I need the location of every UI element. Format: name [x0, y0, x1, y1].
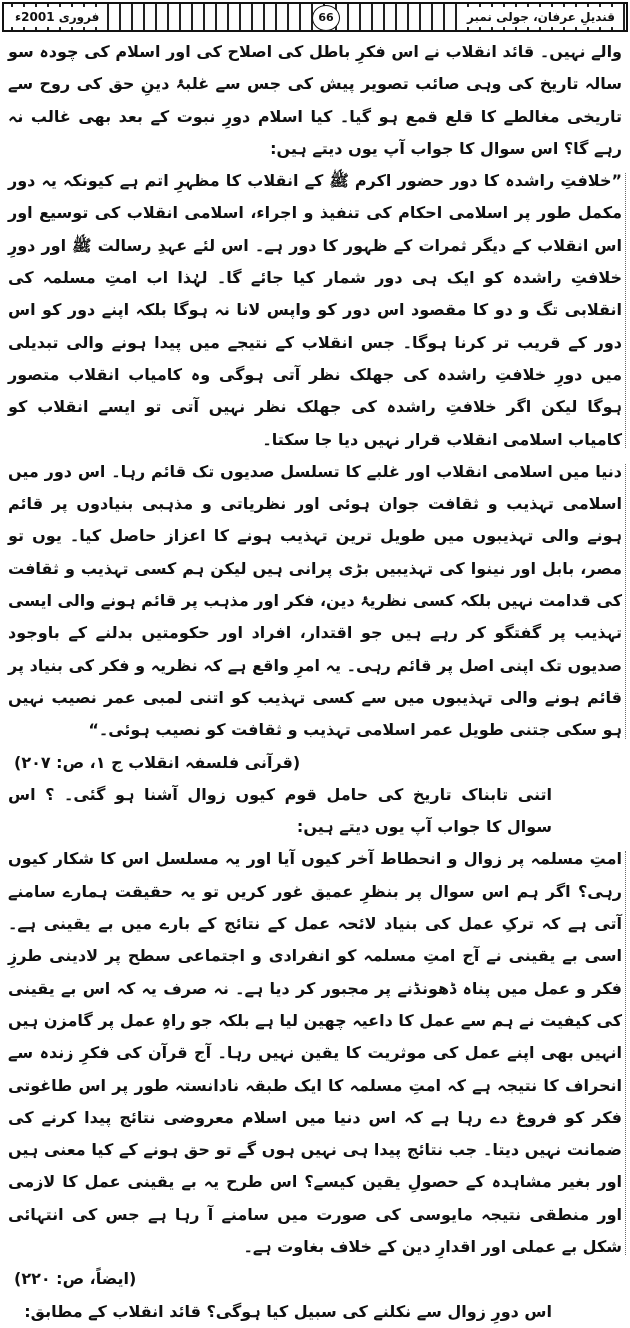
quote-khilafat: ”خلافتِ راشدہ کا دور حضور اکرم ﷺ کے انقلاب کا مظہرِ اتم ہے کیونکہ یہ دور مکمل طور پر اسلامی احکام کی تنفیذ و اجراء، اسلامی انقلاب کی توسیع اور اس انقلاب کے دیگر ثمرات کے ظہور کا دور ہے۔ اس لئے عہدِ رسالت ﷺ اور دورِ خلافتِ راشدہ کو ایک ہی دور شمار کیا جائے گا۔ لہٰذا اب امتِ مسلمہ کی انقلابی تگ و دو کا مقصود اس دور کو واپس لانا نہ ہوگا بلکہ اپنے دور کو اس دور کے قریب تر کرنا ہوگا۔ جس انقلاب کے نتیجے میں پیدا ہونے والی تبدیلی میں دورِ خلافتِ راشدہ کی جھلک نظر آتی ہوگی وہ کامیاب انقلاب متصور ہوگا لیکن اگر خلافتِ راشدہ کی جھلک نظر نہیں آتی تو ایسے انقلاب کو کامیاب اسلامی انقلاب قرار نہیں دیا جا سکتا۔ — [8, 165, 622, 456]
page-number-badge: 66 — [312, 5, 340, 31]
magazine-title: قندیلِ عرفان، جولی نمبر — [461, 7, 621, 27]
citation-reference: (قرآنی فلسفہ انقلاب ج ۱، ص: ۲۰۷) — [14, 752, 301, 772]
quote-civilization: دنیا میں اسلامی انقلاب اور غلبے کا تسلسل صدیوں تک قائم رہا۔ اس دور میں اسلامی تہذیب و ثقافت جوان ہوئی اور نظریاتی و مذہبی بنیادوں پر قائم ہونے والی تہذیبوں میں طویل ترین تہذیب ہونے کا اعزاز حاصل کیا۔ یوں تو مصر، بابل اور نینوا کی تہذیبیں بڑی پرانی ہیں لیکن ہم کسی تہذیب و ثقافت کی قدامت نہیں بلکہ کسی نظریۂ دین، فکر اور مذہب پر قائم ہونے والی ایسی تہذیب پر گفتگو کر رہے ہیں جو اقتدار، افراد اور حکومتیں بدلنے کے باوجود صدیوں تک اپنی اصل پر قائم رہی۔ یہ امرِ واقع ہے کہ نظریہ و فکر کی بنیاد پر قائم ہونے والی تہذیبوں میں سے کسی تہذیب کو اتنی لمبی عمر نصیب نہیں ہو سکی جتنی طویل عمر اسلامی تہذیب و ثقافت کو نصیب ہوئی۔“ — [8, 456, 622, 747]
page-header — [2, 2, 628, 32]
article-body — [8, 36, 622, 1328]
question-paragraph: اتنی تابناک تاریخ کی حامل قوم کیوں زوال آشنا ہو گئی۔ ؟ اس سوال کا جواب آپ یوں دیتے ہیں: — [8, 784, 552, 837]
citation-reference-ibid: (ایضاً، ص: ۲۲۰) — [14, 1269, 137, 1289]
intro-paragraph: والے نہیں۔ قائد انقلاب نے اس فکرِ باطل کی اصلاح کی اور اسلام کی چودہ سو سالہ تاریخ کی وہی صائب تصویر پیش کی جس سے غلبۂ دینِ حق کی روح سے تاریخی مغالطے کا قلع قمع ہو گیا۔ کیا اسلام دورِ نبوت کے بعد بھی غالب نہ رہے گا؟ اس سوال کا جواب آپ یوں دیتے ہیں: — [8, 42, 622, 158]
quote-decline: امتِ مسلمہ پر زوال و انحطاط آخر کیوں آیا اور یہ مسلسل اس کا شکار کیوں رہی؟ اگر ہم اس سوال پر بنظرِ عمیق غور کریں تو یہ حقیقت ہمارے سامنے آتی ہے کہ ترکِ عمل کی بنیاد لائحہ عمل کے نتائج کے بارے میں بے یقینی ہے۔ اسی بے یقینی نے آج امتِ مسلمہ کو انفرادی و اجتماعی سطح پر لادینی طرزِ فکر و عمل میں پناہ ڈھونڈنے پر مجبور کر دیا ہے۔ نہ صرف یہ کہ اس بے یقینی کی کیفیت نے ہم سے عمل کا داعیہ چھین لیا ہے بلکہ جو راہِ عمل پر گامزن ہیں انہیں بھی اپنے عمل کی موثریت کا یقین نہیں رہا۔ آج قرآن کی فکرِ زندہ سے انحراف کا نتیجہ ہے کہ امتِ مسلمہ کا ایک طبقہ نادانستہ طور پر اس طاغوتی فکر کو فروغ دے رہا ہے کہ اس دنیا میں اسلام معروضی نتائج پیدا کرنے کی ضمانت نہیں دیتا۔ جب نتائج پیدا ہی نہیں ہوں گے تو حق ہونے کے کیا معنی ہیں اور بغیر مشاہدہ کے حصولِ یقین کیسے؟ اس طرح یہ بے یقینی عمل کا لازمی اور منطقی نتیجہ مایوسی کی صورت میں سامنے آ رہا ہے جس کی انتہائی شکل بے عملی اور اقدارِ دین کے خلاف بغاوت ہے۔ — [8, 843, 622, 1263]
issue-date: فروری 2001ء — [9, 7, 105, 27]
closing-question: اس دورِ زوال سے نکلنے کی سبیل کیا ہوگی؟ قائد انقلاب کے مطابق: — [24, 1301, 552, 1321]
